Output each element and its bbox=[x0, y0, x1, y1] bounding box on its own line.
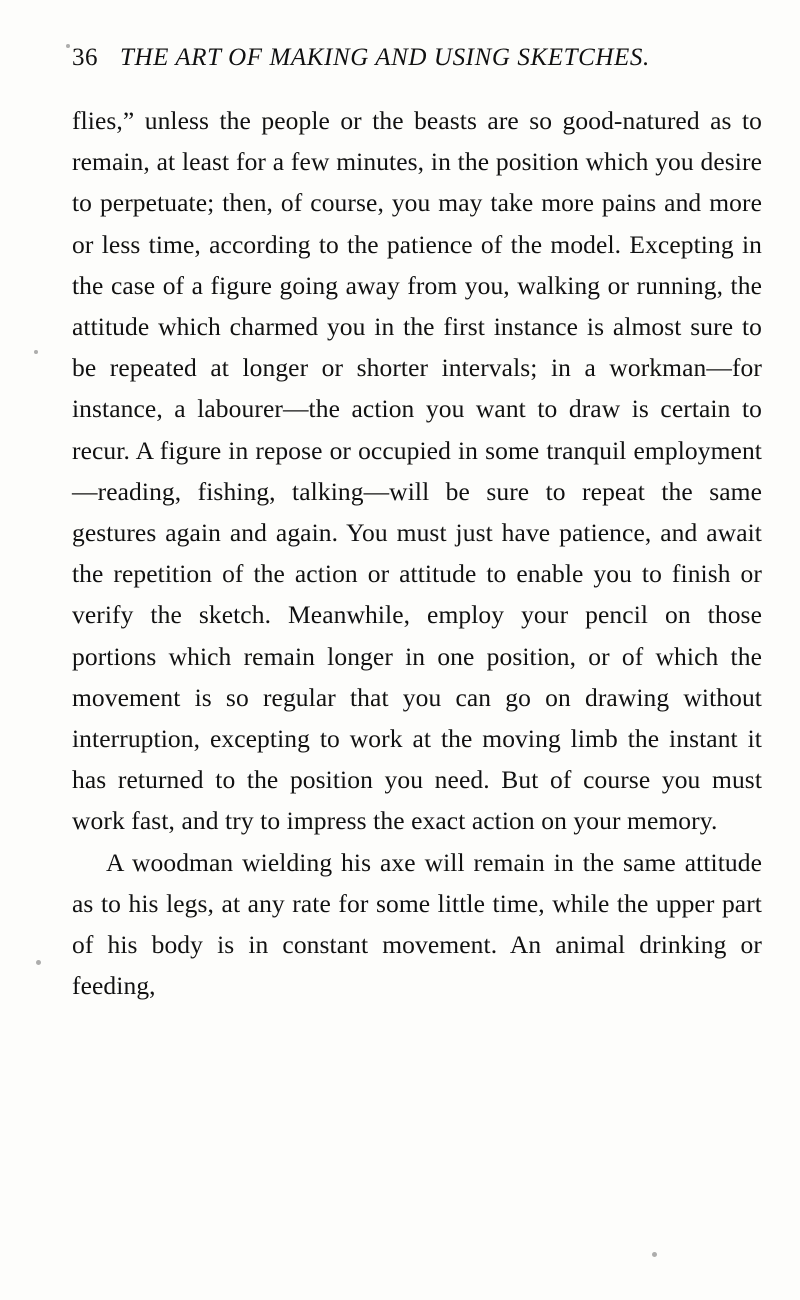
scan-speck bbox=[36, 960, 41, 965]
paragraph: flies,” unless the people or the beasts are so good-natured as to remain, at least for a few minutes, in the position which you desire to perpetuate; then, of course, you may take more pains and more or less time, according to the patience of the model. Excepting in the case of a figure going away from you, walking or running, the attitude which charmed you in the first instance is almost sure to be repeated at longer or shorter intervals; in a workman—for instance, a labourer—the action you want to draw is certain to recur. A figure in repose or occupied in some tranquil employment—reading, fishing, talking—will be sure to repeat the same gestures again and again. You must just have patience, and await the repetition of the action or attitude to enable you to finish or verify the sketch. Meanwhile, employ your pencil on those portions which remain longer in one position, or of which the movement is so regular that you can go on drawing without interruption, excepting to work at the moving limb the instant it has returned to the position you need. But of course you must work fast, and try to impress the exact action on your memory. bbox=[72, 106, 762, 836]
paragraph: A woodman wielding his axe will remain in the same attitude as to his legs, at any rate for some little time, while the upper part of his body is in constant movement. An animal drinking or feeding, bbox=[72, 847, 762, 1001]
scan-speck bbox=[652, 1252, 657, 1257]
scan-speck bbox=[34, 350, 38, 354]
page-body bbox=[72, 100, 762, 1006]
scan-speck bbox=[66, 44, 70, 48]
page-number: 36 bbox=[72, 44, 98, 71]
page-header bbox=[72, 44, 742, 72]
running-title: THE ART OF MAKING AND USING SKETCHES. bbox=[120, 44, 650, 71]
